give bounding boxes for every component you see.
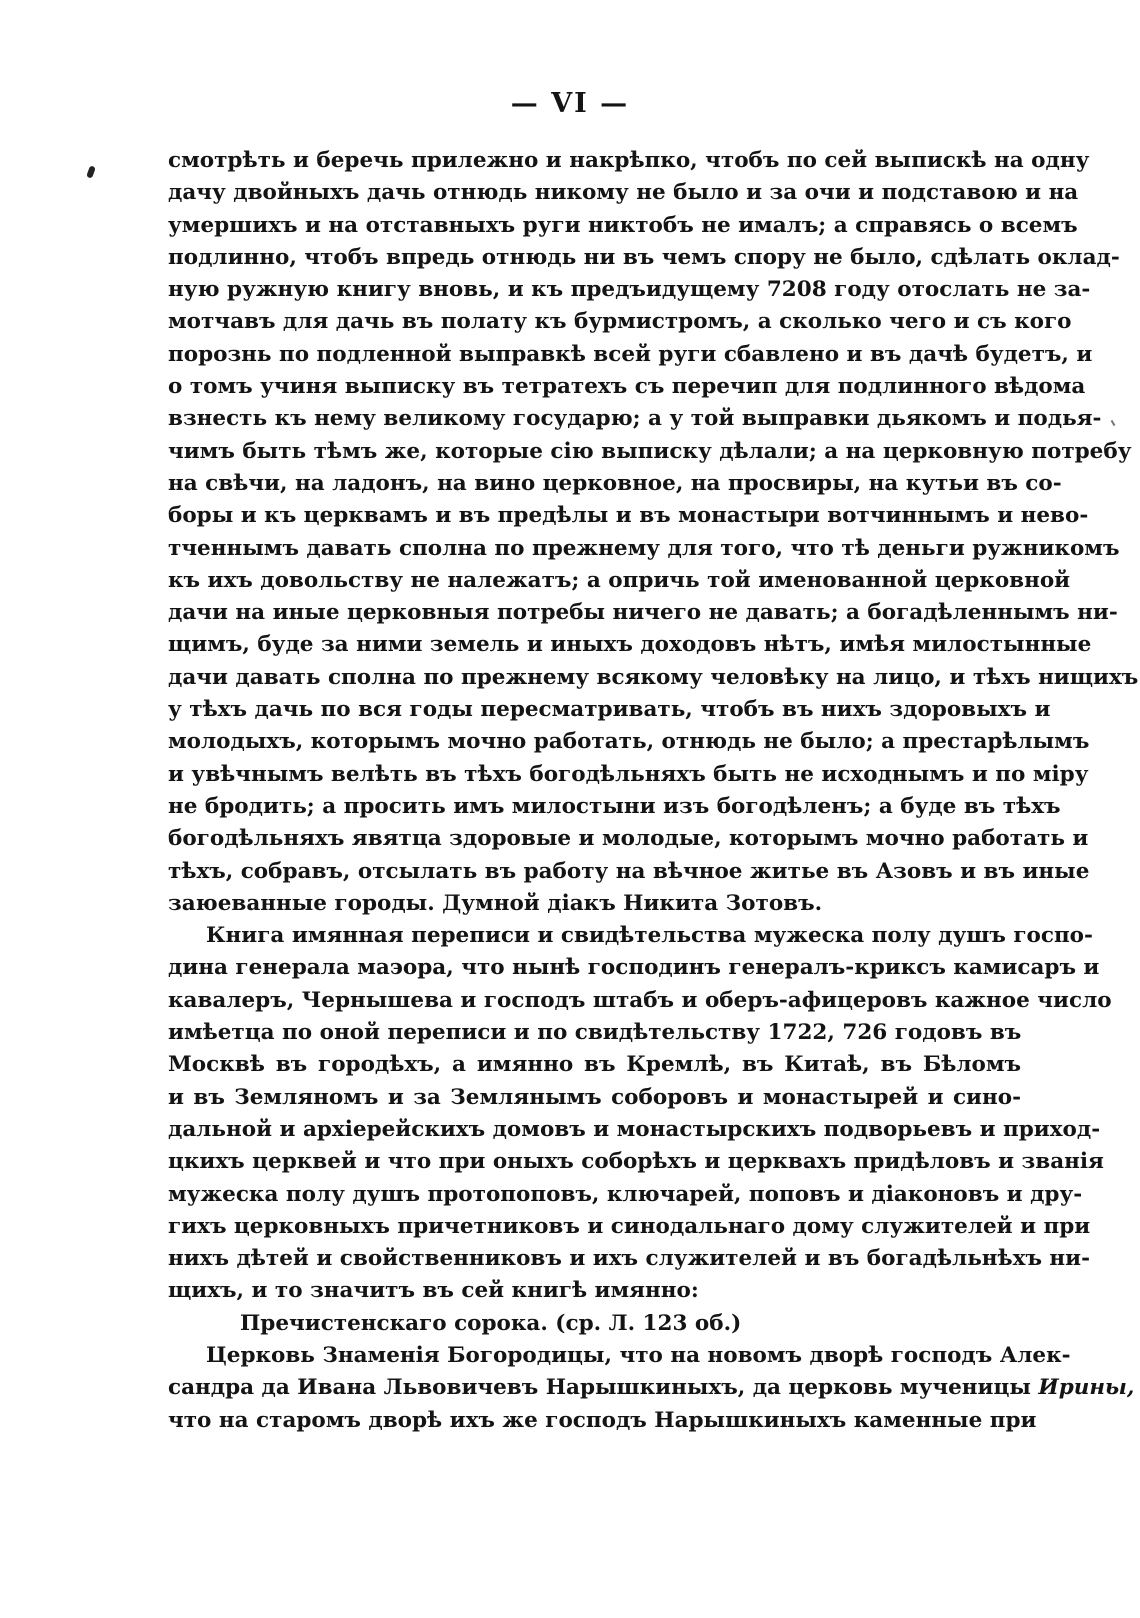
body-text — [168, 145, 1139, 1437]
stray-ink-mark — [86, 165, 96, 178]
text-line: дальной и архіерейскихъ домовъ и монастырскихъ подворьевъ и приход- — [168, 1116, 1101, 1142]
text-line: ную ружную книгу вновь, и къ предъидущему 7208 году отослать не за- — [168, 277, 1091, 303]
text-line: кавалеръ, Чернышева и господъ штабъ и оберъ-афицеровъ кажное число — [168, 987, 1112, 1013]
text-line: чимъ быть тѣмъ же, которые сію выписку дѣлали; а на церковную потребу — [168, 438, 1132, 464]
section-heading: Пречистенскаго сорока. (ср. Л. 123 об.) — [240, 1310, 742, 1336]
text-line: дачи давать сполна по прежнему всякому человѣку на лицо, и тѣхъ нищихъ — [168, 664, 1139, 690]
text-line: и увѣчнымъ велѣть въ тѣхъ богодѣльняхъ быть не исходнымъ и по міру — [168, 761, 1089, 787]
text-line: на свѣчи, на ладонъ, на вино церковное, на просвиры, на кутьи въ со- — [168, 470, 1062, 496]
paragraph-1 — [168, 145, 1139, 920]
text-line: боры и къ церквамъ и въ предѣлы и въ монастыри вотчиннымъ и нево- — [168, 503, 1089, 529]
text-line: богодѣльняхъ явятца здоровые и молодые, которымъ мочно работать и — [168, 826, 1089, 852]
page-number: — VI — — [510, 88, 630, 119]
text-line: не бродить; а просить имъ милостыни изъ богодѣленъ; а буде въ тѣхъ — [168, 793, 1061, 819]
text-line: щихъ, и то значитъ въ сей книгѣ имянно: — [168, 1278, 699, 1304]
stray-ink-tick — [1111, 420, 1116, 426]
text-line: нихъ дѣтей и свойственниковъ и ихъ служителей и въ богадѣльнѣхъ ни- — [168, 1246, 1091, 1272]
text-line: дачу двойныхъ дачь отнюдь никому не было и за очи и подставою и на — [168, 180, 1079, 206]
paragraph-2 — [168, 920, 1112, 1308]
text-line: Церковь Знаменія Богородицы, что на новомъ дворѣ господъ Алек- — [206, 1342, 1071, 1368]
text-line: Книга имянная переписи и свидѣтельства мужеска полу душъ госпо- — [206, 923, 1093, 949]
text-line: умершихъ и на отставныхъ руги никтобъ не ималъ; а справясь о всемъ — [168, 212, 1078, 238]
text-line: дина генерала маэора, что нынѣ господинъ генералъ-криксъ камисаръ и — [168, 955, 1100, 981]
text-line: щимъ, буде за ними земель и иныхъ доходовъ нѣтъ, имѣя милостынные — [168, 632, 1092, 658]
text-line: о томъ учиня выписку въ тетратехъ съ перечип для подлинного вѣдома — [168, 374, 1086, 400]
text-line: къ ихъ довольству не належатъ; а опричь той именованной церковной — [168, 567, 1071, 593]
text-line: мотчавъ для дачь въ полату къ бурмистромъ, а сколько чего и съ кого — [168, 309, 1072, 335]
text-line: тченнымъ давать сполна по прежнему для того, что тѣ деньги ружникомъ — [168, 535, 1120, 561]
text-line: молодыхъ, которымъ мочно работать, отнюдь не было; а престарѣлымъ — [168, 729, 1090, 755]
text-line-part: сандра да Ивана Львовичевъ Нарышкиныхъ, да церковь мученицы — [168, 1375, 1031, 1401]
text-line: заюеванные городы. Думной діакъ Никита Зотовъ. — [168, 890, 823, 916]
text-line: мужеска полу душъ протопоповъ, ключарей, поповъ и діаконовъ и дру- — [168, 1181, 1083, 1207]
text-line: дачи на иные церковныя потребы ничего не давать; а богадѣленнымъ ни- — [168, 600, 1118, 626]
text-line: взнесть къ нему великому государю; а у той выправки дьякомъ и подья- — [168, 406, 1102, 432]
text-line: что на старомъ дворѣ ихъ же господъ Нарышкиныхъ каменные при — [168, 1407, 1037, 1433]
text-line: имѣетца по оной переписи и по свидѣтельству 1722, 726 годовъ въ — [168, 1020, 1022, 1046]
text-line: гихъ церковныхъ причетниковъ и синодальнаго дому служителей и при — [168, 1213, 1091, 1239]
text-line: у тѣхъ дачь по вся годы пересматривать, чтобъ въ нихъ здоровыхъ и — [168, 697, 1051, 723]
text-line: смотрѣть и беречь прилежно и накрѣпко, чтобъ по сей выпискѣ на одну — [168, 148, 1090, 173]
text-line: подлинно, чтобъ впредь отнюдь ни въ чемъ спору не было, сдѣлать оклад- — [168, 244, 1120, 270]
text-line: тѣхъ, собравъ, отсылать въ работу на вѣчное житье въ Азовъ и въ иные — [168, 858, 1090, 884]
text-line: и въ Земляномъ и за Землянымъ соборовъ и монастырей и сино- — [168, 1084, 1021, 1110]
text-line: Москвѣ въ городѣхъ, а имянно въ Кремлѣ, въ Китаѣ, въ Бѣломъ — [168, 1052, 1021, 1078]
text-line: цкихъ церквей и что при оныхъ соборѣхъ и церквахъ придѣловъ и званія — [168, 1149, 1104, 1175]
text-line: порознь по подленной выправкѣ всей руги сбавлено и въ дачѣ будетъ, и — [168, 341, 1093, 367]
italic-name: Ирины, — [1038, 1375, 1135, 1401]
text-line — [168, 1372, 1135, 1404]
paragraph-3 — [168, 1340, 1135, 1437]
